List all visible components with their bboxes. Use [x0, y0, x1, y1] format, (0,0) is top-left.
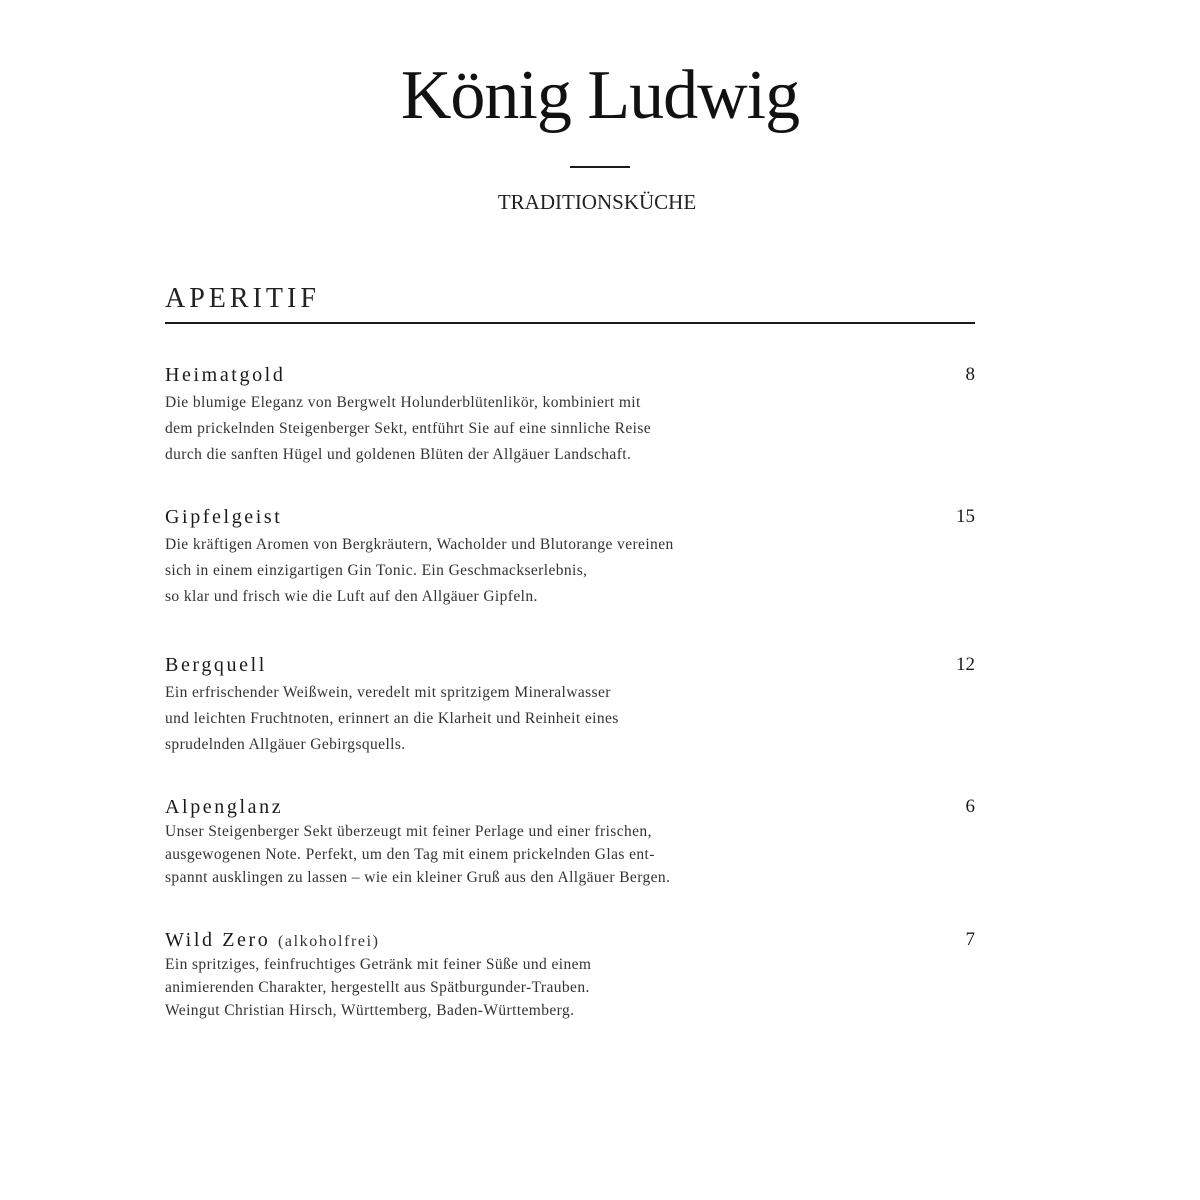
description-line: Weingut Christian Hirsch, Württemberg, Baden-Württemberg. [165, 1002, 575, 1019]
menu-item-price: 8 [965, 364, 975, 385]
description-line: Die kräftigen Aromen von Bergkräutern, Wacholder und Blutorange vereinen [165, 536, 674, 553]
menu-item-description [165, 953, 805, 1022]
description-line: ausgewogenen Note. Perfekt, um den Tag mit einem prickelnden Glas ent- [165, 846, 655, 863]
description-line: sprudelnden Allgäuer Gebirgsquells. [165, 736, 406, 753]
item-name-text: Heimatgold [165, 364, 286, 386]
title-divider [570, 166, 630, 168]
menu-item-price: 15 [956, 506, 975, 527]
menu-item-price: 6 [965, 796, 975, 817]
item-name-text: Bergquell [165, 654, 267, 676]
menu-item-price: 7 [965, 929, 975, 950]
description-line: Die blumige Eleganz von Bergwelt Holunderblütenlikör, kombiniert mit [165, 394, 641, 411]
item-name-text: Gipfelgeist [165, 506, 283, 528]
menu-item-description [165, 390, 805, 468]
description-line: dem prickelnden Steigenberger Sekt, entführt Sie auf eine sinnliche Reise [165, 420, 652, 437]
item-name-text: Wild Zero [165, 929, 271, 951]
section-divider [165, 322, 975, 324]
menu-item-name [165, 506, 282, 529]
description-line: durch die sanften Hügel und goldenen Blüten der Allgäuer Landschaft. [165, 446, 632, 463]
menu-item-name [165, 796, 283, 819]
restaurant-title: König Ludwig [400, 57, 800, 134]
menu-item-name [165, 364, 285, 387]
menu-item-description [165, 820, 805, 889]
menu-item-name [165, 929, 380, 952]
menu-item-description [165, 532, 805, 610]
description-line: Ein spritziges, feinfruchtiges Getränk mit feiner Süße und einem [165, 956, 592, 973]
section-title: APERITIF [165, 283, 320, 314]
description-line: spannt ausklingen zu lassen – wie ein kleiner Gruß aus den Allgäuer Bergen. [165, 869, 671, 886]
menu-item-name [165, 654, 267, 677]
item-name-text: Alpenglanz [165, 796, 284, 818]
item-note: (alkoholfrei) [277, 933, 380, 950]
menu-item-description [165, 680, 805, 758]
restaurant-subtitle: TRADITIONSKÜCHE [497, 190, 697, 214]
menu-item-price: 12 [956, 654, 975, 675]
description-line: Unser Steigenberger Sekt überzeugt mit feiner Perlage und einer frischen, [165, 823, 652, 840]
description-line: sich in einem einzigartigen Gin Tonic. Ein Geschmackserlebnis, [165, 562, 588, 579]
description-line: so klar und frisch wie die Luft auf den Allgäuer Gipfeln. [165, 588, 538, 605]
description-line: Ein erfrischender Weißwein, veredelt mit spritzigem Mineralwasser [165, 684, 611, 701]
description-line: animierenden Charakter, hergestellt aus Spätburgunder-Trauben. [165, 979, 590, 996]
description-line: und leichten Fruchtnoten, erinnert an die Klarheit und Reinheit eines [165, 710, 619, 727]
